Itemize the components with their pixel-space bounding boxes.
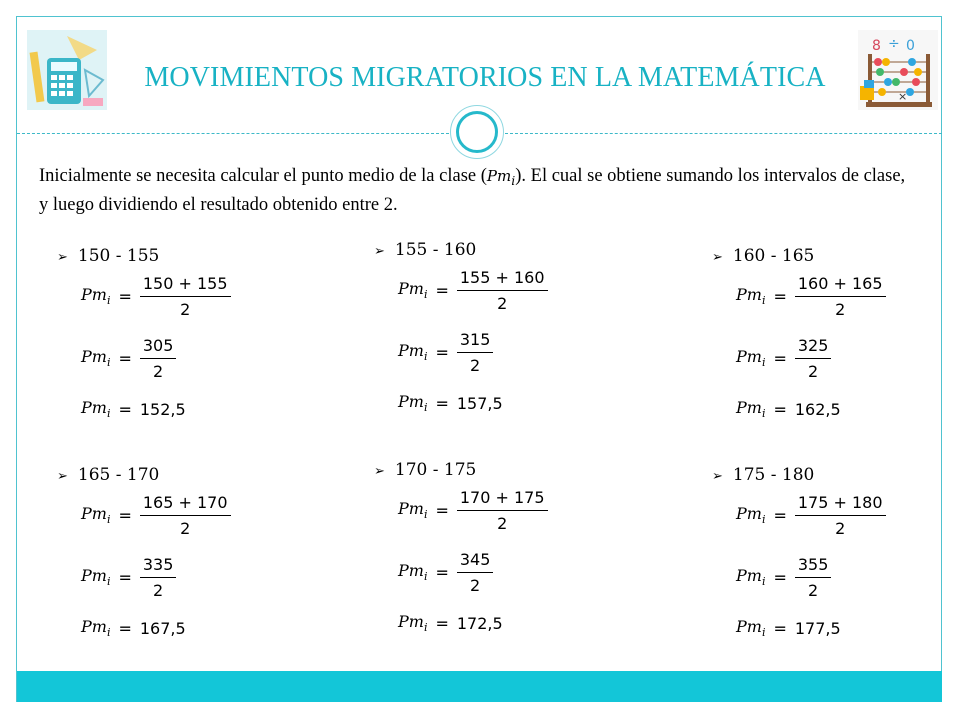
equation-sum (398, 268, 548, 313)
divider-right (505, 133, 942, 134)
pm-symbol: $Pm_i$ (398, 392, 428, 415)
pm-symbol: $Pm_i$ (736, 566, 766, 589)
intro-text-after: ). El cual se obtiene sumando los intervalos de clase, y luego dividiendo el resultado obtenido entre 2. (39, 166, 906, 215)
equation-midpoint (736, 398, 841, 420)
pm-symbol: $Pm_i$ (398, 499, 428, 522)
pm-symbol: $Pm_i$ (81, 398, 111, 421)
equation-total (398, 330, 493, 375)
pm-symbol: $Pm_i$ (81, 347, 111, 370)
equation-total (736, 336, 831, 381)
intro-text-before: Inicialmente se necesita calcular el punto medio de la clase ( (39, 166, 487, 186)
equals-sign: = (118, 287, 132, 306)
equation-sum (81, 493, 231, 538)
midpoint-value: 177,5 (794, 618, 841, 638)
class-interval: 150 - 155 (77, 246, 160, 266)
class-interval: 165 - 170 (77, 465, 160, 485)
fraction: $\frac{305}{2}$ (140, 336, 177, 381)
divider-left (17, 133, 449, 134)
bullet-arrow-icon: ➢ (374, 244, 385, 259)
class-interval: 160 - 165 (732, 246, 815, 266)
equation-total (81, 336, 176, 381)
equation-total (81, 555, 176, 600)
fraction: $\frac{345}{2}$ (457, 550, 494, 595)
equation-midpoint (398, 612, 503, 634)
equation-sum (736, 274, 886, 319)
fraction: $\frac{170 + 175}{2}$ (457, 488, 548, 533)
pm-symbol: $Pm_i$ (398, 612, 428, 635)
page-title: MOVIMIENTOS MIGRATORIOS EN LA MATEMÁTICA (144, 62, 826, 93)
fraction: $\frac{175 + 180}{2}$ (795, 493, 886, 538)
fraction: $\frac{165 + 170}{2}$ (140, 493, 231, 538)
equals-sign: = (118, 618, 132, 638)
bullet-arrow-icon: ➢ (712, 469, 723, 484)
pm-symbol: $Pm_i$ (736, 398, 766, 421)
footer-bar (17, 671, 942, 702)
calculator-icon (27, 30, 107, 110)
class-interval-heading (712, 465, 814, 485)
abacus-icon (858, 30, 938, 110)
pm-symbol: $Pm_i$ (81, 617, 111, 640)
pm-symbol: $Pm_i$ (81, 285, 111, 308)
fraction: $\frac{325}{2}$ (795, 336, 832, 381)
midpoint-value: 157,5 (456, 393, 503, 413)
class-interval-heading (712, 246, 814, 266)
equals-sign: = (435, 343, 449, 362)
class-interval-heading (57, 246, 159, 266)
equation-sum (398, 488, 548, 533)
equals-sign: = (435, 563, 449, 582)
equals-sign: = (118, 506, 132, 525)
equals-sign: = (773, 287, 787, 306)
fraction: $\frac{155 + 160}{2}$ (457, 268, 548, 313)
equals-sign: = (773, 506, 787, 525)
equation-total (736, 555, 831, 600)
bullet-arrow-icon: ➢ (57, 469, 68, 484)
equals-sign: = (118, 568, 132, 587)
class-interval-heading (374, 240, 476, 260)
pm-symbol: $Pm_i$ (736, 504, 766, 527)
fraction: $\frac{315}{2}$ (457, 330, 494, 375)
equals-sign: = (773, 618, 787, 638)
equation-midpoint (736, 617, 841, 639)
equation-sum (736, 493, 886, 538)
bullet-arrow-icon: ➢ (712, 250, 723, 265)
pm-symbol: $Pm_i$ (398, 561, 428, 584)
pm-symbol: $Pm_i$ (398, 341, 428, 364)
equals-sign: = (118, 349, 132, 368)
intro-variable: $Pm_i$ (486, 167, 516, 188)
bullet-arrow-icon: ➢ (374, 464, 385, 479)
equation-total (398, 550, 493, 595)
equals-sign: = (435, 501, 449, 520)
equals-sign: = (435, 281, 449, 300)
fraction: $\frac{150 + 155}{2}$ (140, 274, 231, 319)
class-interval: 175 - 180 (732, 465, 815, 485)
bullet-arrow-icon: ➢ (57, 250, 68, 265)
equation-midpoint (81, 617, 186, 639)
class-interval-heading (57, 465, 159, 485)
class-interval: 155 - 160 (394, 240, 477, 260)
equation-midpoint (81, 398, 186, 420)
midpoint-value: 162,5 (794, 399, 841, 419)
equals-sign: = (773, 399, 787, 419)
class-interval-heading (374, 460, 476, 480)
fraction: $\frac{335}{2}$ (140, 555, 177, 600)
ornament-circle (456, 111, 498, 153)
midpoint-value: 167,5 (139, 618, 186, 638)
equals-sign: = (773, 349, 787, 368)
equals-sign: = (118, 399, 132, 419)
pm-symbol: $Pm_i$ (398, 279, 428, 302)
equation-midpoint (398, 392, 503, 414)
pm-symbol: $Pm_i$ (81, 566, 111, 589)
pm-symbol: $Pm_i$ (736, 285, 766, 308)
equals-sign: = (435, 613, 449, 633)
midpoint-value: 172,5 (456, 613, 503, 633)
pm-symbol: $Pm_i$ (81, 504, 111, 527)
intro-paragraph (39, 164, 909, 217)
class-interval: 170 - 175 (394, 460, 477, 480)
pm-symbol: $Pm_i$ (736, 617, 766, 640)
fraction: $\frac{160 + 165}{2}$ (795, 274, 886, 319)
equation-sum (81, 274, 231, 319)
svg-text:0: 0 (906, 38, 915, 54)
equals-sign: = (435, 393, 449, 413)
svg-text:8: 8 (872, 38, 881, 54)
fraction: $\frac{355}{2}$ (795, 555, 832, 600)
pm-symbol: $Pm_i$ (736, 347, 766, 370)
equals-sign: = (773, 568, 787, 587)
svg-text:×: × (898, 90, 908, 103)
svg-text:÷: ÷ (888, 36, 900, 52)
midpoint-value: 152,5 (139, 399, 186, 419)
